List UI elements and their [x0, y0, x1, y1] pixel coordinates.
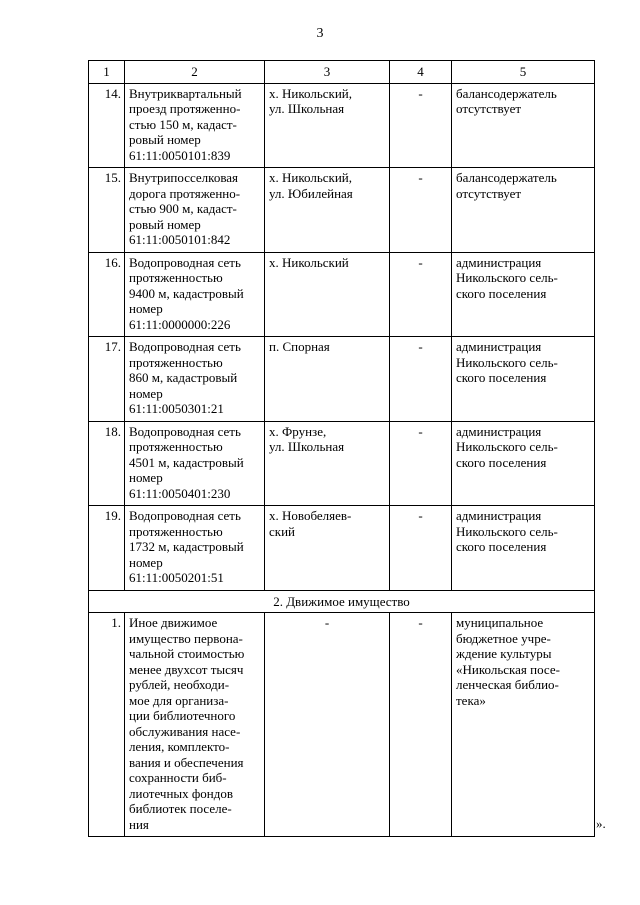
- cell-text-line: стью 150 м, кадаст-: [129, 116, 237, 132]
- address-cell: [265, 421, 390, 506]
- closing-quote-mark: ».: [596, 816, 606, 831]
- table-row: [89, 613, 595, 837]
- cell-text-line: Водопроводная сеть: [129, 508, 241, 523]
- cell-text-line: отсутствует: [456, 185, 522, 201]
- cell-text-line: балансодержатель: [456, 85, 557, 101]
- cell-text-line: ул. Юбилейная: [269, 185, 353, 201]
- cell-text-line: протяженностью: [129, 354, 223, 370]
- cell-text-line: 860 м, кадастровый: [129, 370, 238, 385]
- page-number: 3: [316, 26, 324, 41]
- address-cell: [265, 337, 390, 422]
- cell-text-line: проезд протяженно-: [129, 101, 241, 116]
- cell-text-line: 4501 м, кадастровый: [129, 454, 244, 470]
- address-cell: [265, 168, 390, 253]
- section-title: 2. Движимое имущество: [89, 590, 595, 613]
- cell-text-line: х. Никольский: [269, 254, 349, 270]
- cell-text-line: протяженностью: [129, 270, 223, 285]
- cell-text-line: 61:11:0050301:21: [129, 401, 224, 416]
- cell-text-line: мое для организа-: [129, 692, 229, 708]
- cell-text-line: имущество первона-: [129, 630, 243, 646]
- address-cell: [265, 252, 390, 337]
- cell-text-line: Водопроводная сеть: [129, 254, 241, 270]
- column-4-cell: -: [390, 83, 452, 168]
- column-4-cell: -: [390, 613, 452, 837]
- cell-text-line: лиотечных фондов: [129, 785, 234, 801]
- cell-text-line: дорога протяженно-: [129, 185, 241, 201]
- holder-cell: [452, 337, 595, 422]
- cell-text-line: ского поселения: [456, 370, 547, 385]
- cell-text-line: Никольского сель-: [456, 439, 558, 454]
- cell-text-line: ул. Школьная: [269, 439, 345, 454]
- cell-text-line: 61:11:0000000:226: [129, 316, 231, 332]
- cell-text-line: ждение культуры: [456, 646, 552, 661]
- cell-text-line: протяженностью: [129, 523, 223, 539]
- cell-text-line: ский: [269, 523, 295, 539]
- cell-text-line: «Никольская посе-: [456, 661, 560, 677]
- header-cell: 2: [125, 61, 265, 84]
- row-number-cell: 16.: [89, 252, 125, 337]
- cell-text-line: Никольского сель-: [456, 270, 558, 285]
- cell-text-line: х. Никольский,: [269, 170, 352, 185]
- cell-text-line: 61:11:0050101:839: [129, 147, 231, 163]
- cell-text-line: номер: [129, 385, 163, 401]
- table-row: [89, 506, 595, 591]
- cell-text-line: сохранности биб-: [129, 770, 227, 785]
- object-name-cell: [125, 613, 265, 837]
- cell-text-line: Водопроводная сеть: [129, 423, 241, 439]
- row-number-cell: 15.: [89, 168, 125, 253]
- cell-text-line: бюджетное учре-: [456, 630, 551, 646]
- object-name-cell: [125, 168, 265, 253]
- header-cell: 5: [452, 61, 595, 84]
- row-number-cell: 14.: [89, 83, 125, 168]
- cell-text-line: ского поселения: [456, 454, 547, 470]
- cell-text-line: обслуживания насе-: [129, 723, 241, 739]
- holder-cell: [452, 506, 595, 591]
- holder-cell: [452, 613, 595, 837]
- table-row: [89, 252, 595, 337]
- cell-text-line: ленческая библио-: [456, 677, 559, 692]
- cell-text-line: ского поселения: [456, 539, 547, 554]
- cell-text-line: ул. Школьная: [269, 101, 345, 116]
- table-row: [89, 83, 595, 168]
- address-cell: -: [265, 613, 390, 837]
- cell-text-line: администрация: [456, 339, 542, 354]
- cell-text-line: ния: [129, 816, 149, 832]
- cell-text-line: Иное движимое: [129, 615, 218, 630]
- cell-text-line: х. Фрунзе,: [269, 423, 327, 439]
- cell-text-line: ровый номер: [129, 132, 201, 147]
- cell-text-line: тека»: [456, 692, 486, 708]
- cell-text-line: 61:11:0050101:842: [129, 232, 231, 247]
- column-4-cell: -: [390, 337, 452, 422]
- cell-text-line: номер: [129, 301, 163, 316]
- holder-cell: [452, 83, 595, 168]
- holder-cell: [452, 252, 595, 337]
- cell-text-line: 61:11:0050401:230: [129, 485, 231, 501]
- row-number-cell: 17.: [89, 337, 125, 422]
- column-4-cell: -: [390, 168, 452, 253]
- cell-text-line: Внутриквартальный: [129, 85, 242, 101]
- cell-text-line: х. Никольский,: [269, 85, 352, 101]
- cell-text-line: администрация: [456, 423, 542, 439]
- table-row: [89, 337, 595, 422]
- cell-text-line: библиотек поселе-: [129, 801, 232, 816]
- cell-text-line: Никольского сель-: [456, 523, 558, 539]
- holder-cell: [452, 421, 595, 506]
- address-cell: [265, 83, 390, 168]
- object-name-cell: [125, 421, 265, 506]
- header-cell: 3: [265, 61, 390, 84]
- cell-text-line: администрация: [456, 508, 542, 523]
- object-name-cell: [125, 83, 265, 168]
- cell-text-line: ления, комплекто-: [129, 739, 230, 754]
- cell-text-line: чальной стоимостью: [129, 646, 245, 661]
- row-number-cell: 18.: [89, 421, 125, 506]
- cell-text-line: протяженностью: [129, 439, 223, 454]
- object-name-cell: [125, 506, 265, 591]
- column-4-cell: -: [390, 252, 452, 337]
- cell-text-line: муниципальное: [456, 615, 544, 630]
- cell-text-line: номер: [129, 554, 163, 570]
- header-cell: 4: [390, 61, 452, 84]
- cell-text-line: 1732 м, кадастровый: [129, 539, 244, 554]
- cell-text-line: вания и обеспечения: [129, 754, 244, 770]
- cell-text-line: рублей, необходи-: [129, 677, 230, 692]
- cell-text-line: 61:11:0050201:51: [129, 570, 224, 585]
- cell-text-line: 9400 м, кадастровый: [129, 285, 244, 301]
- address-cell: [265, 506, 390, 591]
- header-cell: 1: [89, 61, 125, 84]
- cell-text-line: администрация: [456, 254, 542, 270]
- column-4-cell: -: [390, 421, 452, 506]
- object-name-cell: [125, 252, 265, 337]
- cell-text-line: Водопроводная сеть: [129, 339, 241, 354]
- cell-text-line: балансодержатель: [456, 170, 557, 185]
- cell-text-line: ции библиотечного: [129, 708, 236, 723]
- table-row: [89, 168, 595, 253]
- cell-text-line: Внутрипосселковая: [129, 170, 239, 185]
- cell-text-line: ровый номер: [129, 216, 201, 232]
- cell-text-line: Никольского сель-: [456, 354, 558, 370]
- holder-cell: [452, 168, 595, 253]
- row-number-cell: 19.: [89, 506, 125, 591]
- column-4-cell: -: [390, 506, 452, 591]
- property-register-table: [88, 60, 595, 837]
- object-name-cell: [125, 337, 265, 422]
- row-number-cell: 1.: [89, 613, 125, 837]
- cell-text-line: п. Спорная: [269, 339, 330, 354]
- table-row: [89, 421, 595, 506]
- cell-text-line: стью 900 м, кадаст-: [129, 201, 237, 216]
- cell-text-line: отсутствует: [456, 101, 522, 116]
- cell-text-line: х. Новобеляев-: [269, 508, 352, 523]
- cell-text-line: менее двухсот тысяч: [129, 661, 244, 677]
- section-heading-row: [89, 590, 595, 613]
- cell-text-line: ского поселения: [456, 285, 547, 301]
- cell-text-line: номер: [129, 470, 163, 485]
- header-row: [89, 61, 595, 84]
